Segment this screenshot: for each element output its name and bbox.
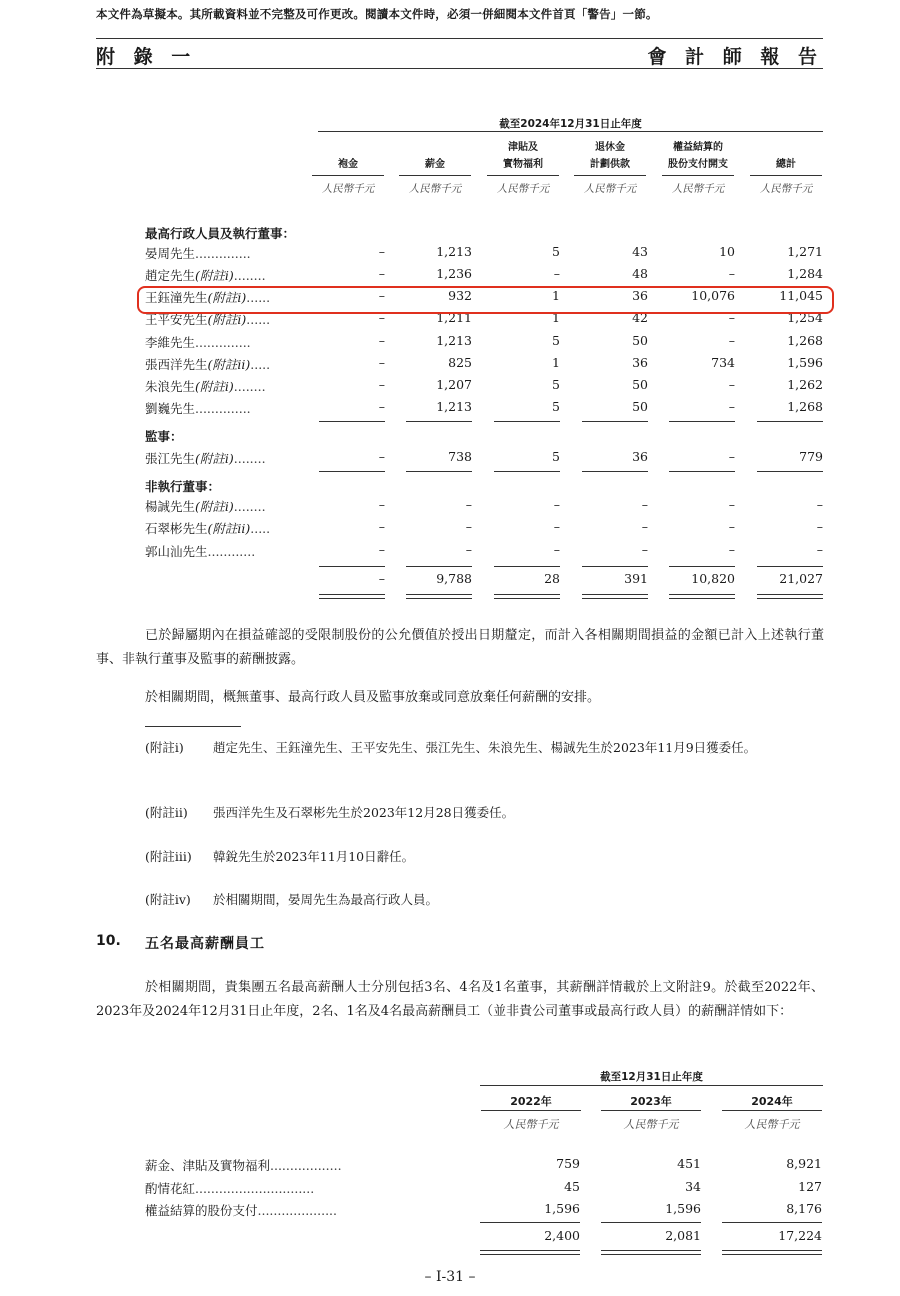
table-cell: – (728, 449, 735, 464)
column-rule (574, 175, 646, 176)
person-name: 趙定先生 (145, 268, 196, 283)
column-header-line2: 總計 (776, 159, 796, 170)
column-header (573, 139, 647, 173)
row-name (145, 497, 297, 515)
table-row (0, 1179, 900, 1201)
table-cell: – (728, 519, 735, 534)
table-cell: 5 (552, 377, 560, 392)
column-header (398, 139, 472, 173)
column-rule (750, 175, 822, 176)
column-header-line2: 薪金 (425, 159, 445, 170)
note-reference: (附註i) (195, 499, 234, 514)
person-name: 李維先生 (145, 335, 196, 350)
table-cell: – (641, 519, 648, 534)
table-cell: 8,921 (786, 1156, 822, 1171)
unit-label: 人民幣千元 (583, 183, 637, 195)
table-cell: – (465, 542, 472, 557)
table-cell: 1,596 (787, 355, 823, 370)
table-cell: – (816, 497, 823, 512)
year-rule (601, 1110, 701, 1111)
table-cell: – (728, 542, 735, 557)
person-name: 王鈺潼先生 (145, 290, 208, 305)
table-cell: 1,596 (544, 1201, 580, 1216)
table-cell: 50 (632, 399, 648, 414)
leader-dots: ............ (207, 544, 256, 559)
leader-dots: ........ (233, 379, 266, 394)
table1-period-rule (318, 131, 823, 132)
header-rule-top (96, 38, 823, 39)
table-cell: 1,254 (787, 310, 823, 325)
table-cell: 10,076 (691, 288, 735, 303)
table-cell: – (378, 288, 385, 303)
unit-label: 人民幣千元 (759, 183, 813, 195)
column-header-line1: 津貼及 (508, 142, 538, 153)
column-header (486, 139, 560, 173)
table-cell: 10 (719, 244, 735, 259)
table-cell: – (728, 266, 735, 281)
person-name: 張西洋先生 (145, 357, 208, 372)
table-cell: 1,213 (436, 333, 472, 348)
column-header-line1 (311, 139, 385, 156)
table-cell: – (553, 519, 560, 534)
column-header-line1: 退休金 (595, 142, 625, 153)
column-header (661, 139, 735, 173)
sum-rule (319, 471, 385, 472)
person-name: 楊誠先生 (145, 499, 196, 514)
table-row (0, 266, 900, 288)
table-cell: – (816, 519, 823, 534)
column-header-line1: 權益結算的 (673, 142, 723, 153)
note-reference: (附註i) (207, 290, 247, 305)
sum-rule (494, 421, 560, 422)
table-cell: 1 (552, 288, 560, 303)
note-text: 於相關期間，晏周先生為最高行政人員。 (213, 892, 439, 907)
table-cell: 36 (632, 449, 648, 464)
table-cell: 8,176 (786, 1201, 822, 1216)
table-cell: – (378, 266, 385, 281)
sum-rule (669, 471, 735, 472)
table-cell: – (378, 519, 385, 534)
total-cell: 2,081 (665, 1228, 701, 1243)
sum-rule (582, 421, 648, 422)
table-cell: – (728, 333, 735, 348)
table-cell: – (378, 497, 385, 512)
table-cell: – (816, 542, 823, 557)
note-reference: (附註i) (195, 268, 234, 283)
table-cell: – (728, 377, 735, 392)
item-name: 薪金、津貼及實物福利 (145, 1158, 271, 1173)
table-cell: – (641, 542, 648, 557)
table-cell: 1,596 (665, 1201, 701, 1216)
total-cell: 28 (544, 571, 560, 586)
table-cell: 1 (552, 310, 560, 325)
sum-rule (669, 421, 735, 422)
table2-period-rule (480, 1085, 823, 1086)
table-cell: – (378, 333, 385, 348)
row-name (145, 355, 297, 373)
column-header-line2: 實物福利 (503, 159, 543, 170)
table-cell: 825 (448, 355, 472, 370)
table-cell: 48 (632, 266, 648, 281)
leader-dots: .............................. (195, 1181, 315, 1196)
table-cell: 1,207 (436, 377, 472, 392)
total-cell: 17,224 (778, 1228, 822, 1243)
leader-dots: ...... (246, 312, 271, 327)
section-label-non-executive: 非執行董事： (145, 479, 221, 494)
double-rule (406, 594, 472, 599)
table-cell: 50 (632, 377, 648, 392)
unit-label: 人民幣千元 (321, 183, 375, 195)
table-cell: 1,213 (436, 399, 472, 414)
table-cell: 1,262 (787, 377, 823, 392)
table-cell: 779 (799, 449, 823, 464)
total-row (0, 1228, 900, 1250)
paragraph-restricted-shares: 已於歸屬期內在損益確認的受限制股份的公允價值於授出日期釐定，而計入各相關期間損益的金額已計入上述執行董事、非執行董事及監事的薪酬披露。 (96, 628, 824, 667)
table-row (0, 377, 900, 399)
note-i (145, 736, 825, 786)
table-cell: 127 (798, 1179, 822, 1194)
section-number: 10. (96, 933, 121, 949)
table-row (0, 1201, 900, 1223)
year-header: 2023年 (630, 1095, 672, 1108)
column-header-line1 (749, 139, 823, 156)
sum-rule (494, 566, 560, 567)
leader-dots: ...... (246, 290, 271, 305)
table-cell: 34 (685, 1179, 701, 1194)
table-row (0, 399, 900, 421)
double-rule (494, 594, 560, 599)
person-name: 朱浪先生 (145, 379, 196, 394)
item-name: 權益結算的股份支付 (145, 1203, 258, 1218)
table-cell: 43 (632, 244, 648, 259)
table1-period: 截至2024年12月31日止年度 (499, 118, 642, 130)
table-cell: – (553, 542, 560, 557)
table-cell: – (378, 542, 385, 557)
note-reference: (附註ii) (207, 357, 251, 372)
table-cell: 5 (552, 244, 560, 259)
table-cell: 1 (552, 355, 560, 370)
draft-disclaimer: 本文件為草擬本。其所載資料並不完整及可作更改。閱讀本文件時，必須一併細閱本文件首頁「警告」一節。 (96, 7, 658, 21)
table-cell: – (553, 266, 560, 281)
table-cell: 1,268 (787, 399, 823, 414)
table-cell: 734 (711, 355, 735, 370)
paragraph-waiver: 於相關期間，概無董事、最高行政人員及監事放棄或同意放棄任何薪酬的安排。 (145, 690, 601, 705)
double-rule (601, 1250, 701, 1255)
total-cell: 391 (624, 571, 648, 586)
table-cell: – (728, 310, 735, 325)
table-row (0, 244, 900, 266)
header-rule-bottom (96, 68, 823, 69)
table-row (0, 542, 900, 564)
table-cell: – (378, 377, 385, 392)
unit-label: 人民幣千元 (496, 183, 550, 195)
table-cell: – (641, 497, 648, 512)
sum-rule (582, 566, 648, 567)
column-header (749, 139, 823, 173)
unit-label: 人民幣千元 (623, 1118, 679, 1131)
sum-rule (480, 1222, 580, 1223)
double-rule (669, 594, 735, 599)
note-reference: (附註i) (207, 312, 247, 327)
note-ii (145, 801, 825, 825)
table-cell: 11,045 (779, 288, 823, 303)
row-name (145, 1201, 465, 1219)
column-header-line1 (398, 139, 472, 156)
column-header-line2: 股份支付開支 (668, 159, 728, 170)
leader-dots: ........ (233, 268, 266, 283)
row-name (145, 1179, 465, 1197)
double-rule (722, 1250, 822, 1255)
leader-dots: ..... (250, 357, 271, 372)
highlight-box (137, 286, 834, 314)
item-name: 酌情花紅 (145, 1181, 196, 1196)
sum-rule (757, 471, 823, 472)
leader-dots: ..... (250, 521, 271, 536)
table-cell: 1,236 (436, 266, 472, 281)
year-rule (722, 1110, 822, 1111)
unit-label: 人民幣千元 (744, 1118, 800, 1131)
sum-rule (757, 566, 823, 567)
person-name: 石翠彬先生 (145, 521, 208, 536)
sum-rule (319, 421, 385, 422)
paragraph-top-earners: 於相關期間，貴集團五名最高薪酬人士分別包括3名、4名及1名董事，其薪酬詳情載於上文附註9。於截至2022年、2023年及2024年12月31日止年度，2名、1名及4名最高薪酬員工（並非貴公司董事或最高行政人員）的薪酬詳情如下： (96, 980, 824, 1019)
table-cell: – (728, 497, 735, 512)
section-label-supervisors: 監事： (145, 429, 183, 444)
sum-rule (406, 421, 472, 422)
note-reference: (附註i) (195, 451, 234, 466)
row-name (145, 449, 297, 467)
table-cell: – (378, 310, 385, 325)
row-name (145, 399, 297, 417)
column-rule (399, 175, 471, 176)
unit-label: 人民幣千元 (503, 1118, 559, 1131)
table-cell: 1,268 (787, 333, 823, 348)
note-text: 張西洋先生及石翠彬先生於2023年12月28日獲委任。 (213, 805, 515, 820)
leader-dots: .................. (270, 1158, 342, 1173)
year-rule (481, 1110, 581, 1111)
table-cell: 932 (448, 288, 472, 303)
note-text: 韓銳先生於2023年11月10日辭任。 (213, 849, 415, 864)
table-row (0, 1156, 900, 1178)
appendix-title: 附 錄 一 (96, 46, 197, 68)
total-cell: 9,788 (436, 571, 472, 586)
column-rule (487, 175, 559, 176)
leader-dots: ........ (233, 499, 266, 514)
table-cell: 759 (556, 1156, 580, 1171)
row-name (145, 1156, 465, 1174)
table-cell: 738 (448, 449, 472, 464)
table-row (0, 333, 900, 355)
note-label: (附註iv) (145, 892, 191, 907)
sum-rule (582, 471, 648, 472)
section-label-executives: 最高行政人員及執行董事： (145, 226, 296, 241)
leader-dots: .............. (195, 401, 251, 416)
table-cell: – (378, 355, 385, 370)
leader-dots: .............. (195, 246, 251, 261)
sum-rule (601, 1222, 701, 1223)
row-name (145, 244, 297, 262)
table-cell: 5 (552, 399, 560, 414)
table-row (0, 519, 900, 541)
table-cell: 50 (632, 333, 648, 348)
double-rule (480, 1250, 580, 1255)
row-name (145, 333, 297, 351)
table2-period: 截至12月31日止年度 (600, 1071, 703, 1083)
row-name (145, 542, 297, 560)
page-number: – I-31 – (424, 1269, 476, 1285)
column-header-line2: 袍金 (338, 159, 358, 170)
column-header-line2: 計劃供款 (590, 159, 630, 170)
person-name: 晏周先生 (145, 246, 196, 261)
column-header (311, 139, 385, 173)
table-cell: 1,271 (787, 244, 823, 259)
total-row (0, 571, 900, 593)
table-cell: – (378, 449, 385, 464)
sum-rule (722, 1222, 822, 1223)
table-cell: 451 (677, 1156, 701, 1171)
table-cell: 42 (632, 310, 648, 325)
row-name (145, 519, 297, 537)
total-cell: – (378, 571, 385, 586)
table-cell: 36 (632, 288, 648, 303)
table-cell: 1,213 (436, 244, 472, 259)
note-label: (附註ii) (145, 805, 188, 820)
sum-rule (406, 471, 472, 472)
note-reference: (附註ii) (207, 521, 251, 536)
row-name (145, 266, 297, 284)
table-cell: – (553, 497, 560, 512)
year-header: 2024年 (751, 1095, 793, 1108)
table-cell: 45 (564, 1179, 580, 1194)
table-cell: – (728, 399, 735, 414)
leader-dots: ........ (233, 451, 266, 466)
total-cell: 10,820 (691, 571, 735, 586)
table-cell: 36 (632, 355, 648, 370)
table-cell: – (465, 497, 472, 512)
column-rule (662, 175, 734, 176)
note-reference: (附註i) (195, 379, 234, 394)
note-iii (145, 845, 825, 869)
report-title: 會 計 師 報 告 (647, 46, 823, 68)
table-row (0, 355, 900, 377)
person-name: 張江先生 (145, 451, 196, 466)
double-rule (582, 594, 648, 599)
note-label: (附註i) (145, 740, 184, 755)
leader-dots: .............. (195, 335, 251, 350)
note-iv (145, 888, 825, 912)
table-cell: 5 (552, 449, 560, 464)
table-cell: 1,284 (787, 266, 823, 281)
sum-rule (757, 421, 823, 422)
sum-rule (319, 566, 385, 567)
person-name: 劉巍先生 (145, 401, 196, 416)
total-cell: 2,400 (544, 1228, 580, 1243)
table-row (0, 497, 900, 519)
double-rule (319, 594, 385, 599)
double-rule (757, 594, 823, 599)
unit-label: 人民幣千元 (671, 183, 725, 195)
table-cell: – (465, 519, 472, 534)
sum-rule (406, 566, 472, 567)
note-text: 趙定先生、王鈺潼先生、王平安先生、張江先生、朱浪先生、楊誠先生於2023年11月9日獲委任。 (213, 740, 757, 755)
leader-dots: .................... (257, 1203, 337, 1218)
table-row (0, 449, 900, 471)
sum-rule (669, 566, 735, 567)
notes-rule (145, 726, 241, 727)
table-cell: 1,211 (436, 310, 472, 325)
unit-label: 人民幣千元 (408, 183, 462, 195)
table-cell: 5 (552, 333, 560, 348)
person-name: 郭山汕先生 (145, 544, 208, 559)
sum-rule (494, 471, 560, 472)
person-name: 王平安先生 (145, 312, 208, 327)
note-label: (附註iii) (145, 849, 192, 864)
total-cell: 21,027 (779, 571, 823, 586)
section-title: 五名最高薪酬員工 (145, 936, 265, 952)
table-cell: – (378, 244, 385, 259)
year-header: 2022年 (510, 1095, 552, 1108)
column-rule (312, 175, 384, 176)
table-cell: – (378, 399, 385, 414)
row-name (145, 377, 297, 395)
